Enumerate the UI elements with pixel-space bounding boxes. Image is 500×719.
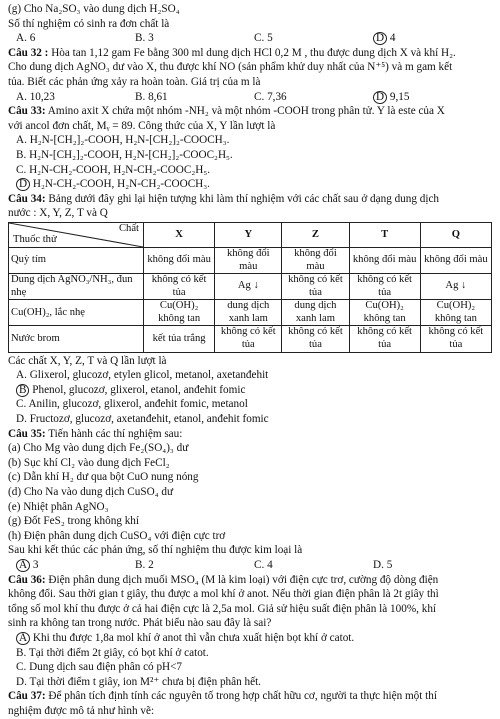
table-cell: không có kết tủa — [282, 274, 349, 300]
table-cell: không có kết tủa — [282, 326, 349, 352]
row-label: Nước brom — [9, 326, 144, 352]
option-a-selected[interactable]: A Khi thu được 1,8a mol khí ở anot thì vẫn chưa xuất hiện bọt khí ở catot. — [8, 631, 492, 646]
table-cell: dung dịch xanh lam — [215, 300, 282, 326]
option-d-selected[interactable]: D 4 — [373, 31, 492, 46]
question-34-prompt: Các chất X, Y, Z, T và Q lần lượt là — [8, 354, 167, 367]
experiment-item: (c) Dẫn khí H₂ dư qua bột CuO nung nóng — [8, 471, 199, 484]
answer-circle: D — [16, 178, 30, 191]
table-cell: không đổi màu — [215, 247, 282, 273]
question-31-item-g: (g) Cho Na₂SO₃ vào dung dịch H₂SO₄ — [8, 3, 180, 15]
option-b[interactable]: B. 2 — [135, 558, 154, 571]
question-32-line-1: Câu 32 : Hòa tan 1,12 gam Fe bằng 300 ml dung dịch HCl 0,2 M , thu được dung dịch X và khí H₂. — [8, 46, 456, 59]
option-d[interactable]: D. Fructozơ, glucozơ, axetanđehit, etanol, anđehit fomic — [16, 413, 269, 426]
table-row — [9, 274, 492, 300]
option-d-selected[interactable]: D 9,15 — [373, 90, 492, 105]
column-header: Y — [215, 222, 282, 247]
table-row — [9, 326, 492, 352]
option-d-selected[interactable]: D H₂N-CH₂-COOH, H₂N-CH₂-COOCH₃. — [8, 177, 492, 192]
answer-circle: D — [373, 91, 387, 104]
column-header: Z — [282, 222, 349, 247]
table-cell: Cu(OH)₂ không tan — [420, 300, 491, 326]
table-cell: không có kết tủa — [420, 326, 491, 352]
experiment-item: (a) Cho Mg vào dung dịch Fe₂(SO₄)₃ dư — [8, 442, 189, 455]
row-label: Cu(OH)₂, lắc nhẹ — [9, 300, 144, 326]
question-36-line-3: tổng số mol khí thu được ở cả hai điện cực là 2,5a mol. Giả sử hiệu suất điện phân là 100%, khí — [8, 602, 437, 615]
answer-circle: A — [16, 559, 30, 572]
question-32-label: Câu 32 : — [8, 46, 49, 59]
corner-label-reagent: Thuốc thử — [13, 234, 57, 246]
table-cell: Ag ↓ — [215, 274, 282, 300]
answer-circle: D — [373, 32, 387, 45]
corner-label-substance: Chất — [118, 222, 139, 234]
question-36-line-1: Câu 36: Điện phân dung dịch muối MSO₄ (M là kim loại) với điện cực trơ, cường độ dòng điện — [8, 573, 439, 586]
question-37-label: Câu 37: — [8, 690, 46, 703]
table-cell: kết tủa trắng — [144, 326, 215, 352]
option-d[interactable]: D. Tại thời điểm t giây, ion M²⁺ chưa bị điện phân hết. — [16, 675, 261, 688]
question-34-line-2: nước : X, Y, Z, T và Q — [8, 207, 108, 220]
table-cell: không đổi màu — [282, 247, 349, 273]
question-37-line-2: nghiệm được mô tả như hình vẽ: — [8, 704, 155, 717]
table-cell: không có kết tủa — [215, 326, 282, 352]
option-b[interactable]: B. Tại thời điểm 2t giây, có bọt khí ở catot. — [16, 646, 209, 659]
table-cell: không có kết tủa — [144, 274, 215, 300]
experiment-item: (h) Điện phân dung dịch CuSO₄ với điện cực trơ — [8, 529, 226, 542]
column-header: T — [349, 222, 420, 247]
table-row — [9, 300, 492, 326]
column-header: Q — [420, 222, 491, 247]
option-c[interactable]: C. Anilin, glucozơ, glixerol, anđehit fomic, metanol — [16, 398, 248, 411]
option-a[interactable]: A. 6 — [16, 32, 36, 45]
option-a[interactable]: A. Glixerol, glucozơ, etylen glicol, metanol, axetanđehit — [16, 369, 269, 382]
question-35-intro: Câu 35: Tiến hành các thí nghiệm sau: — [8, 427, 183, 440]
question-35-label: Câu 35: — [8, 427, 46, 440]
question-33-label: Câu 33: — [8, 105, 46, 118]
option-c[interactable]: C. 4 — [254, 558, 273, 571]
row-label: Dung dịch AgNO₃/NH₃, đun nhẹ — [9, 274, 144, 300]
option-c[interactable]: C. 7,36 — [254, 90, 287, 103]
table-cell: không đổi màu — [420, 247, 491, 273]
row-label: Quỳ tím — [9, 247, 144, 273]
question-32-line-3: tủa. Biết các phản ứng xảy ra hoàn toàn. Giá trị của m là — [8, 75, 261, 88]
option-c[interactable]: C. H₂N-CH₂-COOH, H₂N-CH₂-COOC₂H₅. — [16, 163, 211, 176]
table-cell: không đổi màu — [349, 247, 420, 273]
option-d[interactable]: D. 5 — [373, 558, 393, 571]
experiment-item: (e) Nhiệt phân AgNO₃ — [8, 500, 109, 513]
option-a[interactable]: A. 10,23 — [16, 90, 55, 103]
table-header-row — [9, 222, 492, 247]
option-a[interactable]: A. H₂N-[CH₂]₂-COOH, H₂N-[CH₂]₂-COOCH₃. — [16, 134, 230, 147]
question-33-line-2: với ancol đơn chất, Mᵧ = 89. Công thức của X, Y lần lượt là — [8, 119, 276, 132]
question-35-options — [8, 558, 492, 573]
table-cell: không đổi màu — [144, 247, 215, 273]
question-31-prompt: Số thí nghiệm có sinh ra đơn chất là — [8, 17, 170, 30]
question-31-options — [8, 31, 492, 46]
option-b[interactable]: B. 8,61 — [135, 90, 168, 103]
experiment-item: (b) Sục khí Cl₂ vào dung dịch FeCl₂ — [8, 456, 170, 469]
question-36-line-2: không đổi. Sau thời gian t giây, thu được a mol khí ở anot. Nếu thời gian điện phân là 2t giây thì — [8, 588, 439, 601]
experiment-item: (g) Đốt FeS₂ trong không khí — [8, 515, 139, 528]
question-35-prompt: Sau khi kết thúc các phản ứng, số thí nghiệm thu được kim loại là — [8, 544, 303, 557]
answer-circle: B — [16, 384, 29, 397]
table-row — [9, 247, 492, 273]
table-cell: Ag ↓ — [420, 274, 491, 300]
question-32-line-2: Cho dung dịch AgNO₃ dư vào X, thu được khí NO (sản phẩm khử duy nhất của N⁺⁵) và m gam kết — [8, 61, 453, 74]
question-34-label: Câu 34: — [8, 192, 46, 205]
question-37-line-1: Câu 37: Để phân tích định tính các nguyên tố trong hợp chất hữu cơ, người ta thực hiện một thí — [8, 690, 437, 703]
results-table — [8, 222, 492, 353]
question-33-line-1: Câu 33: Amino axit X chứa một nhóm -NH₂ và một nhóm -COOH trong phân tử. Y là este của X — [8, 105, 445, 118]
question-32-options — [8, 90, 492, 105]
question-36-line-4: sinh ra không tan trong nước. Phát biểu nào sau đây là sai? — [8, 617, 272, 630]
table-cell: Cu(OH)₂ không tan — [144, 300, 215, 326]
option-b[interactable]: B. H₂N-[CH₂]₂-COOH, H₂N-[CH₂]₂-COOC₂H₅. — [16, 148, 233, 161]
column-header: X — [144, 222, 215, 247]
question-34-line-1: Câu 34: Bảng dưới đây ghi lại hiện tượng khi làm thí nghiệm với các chất sau ở dạng dung dịch — [8, 192, 440, 205]
experiment-item: (d) Cho Na vào dung dịch CuSO₄ dư — [8, 486, 174, 498]
option-b[interactable]: B. 3 — [135, 32, 154, 45]
table-cell: dung dịch xanh lam — [282, 300, 349, 326]
question-36-label: Câu 36: — [8, 573, 46, 586]
option-c[interactable]: C. 5 — [254, 32, 273, 45]
table-cell: không có kết tủa — [349, 274, 420, 300]
table-cell: Cu(OH)₂ không tan — [349, 300, 420, 326]
option-c[interactable]: C. Dung dịch sau điện phân có pH<7 — [16, 661, 183, 674]
table-corner-cell — [9, 222, 144, 247]
option-b-selected[interactable]: B Phenol, glucozơ, glixerol, etanol, anđehit fomic — [8, 383, 492, 398]
table-cell: không có kết tủa — [349, 326, 420, 352]
option-a-selected[interactable]: A 3 — [8, 558, 135, 573]
answer-circle: A — [16, 632, 30, 645]
